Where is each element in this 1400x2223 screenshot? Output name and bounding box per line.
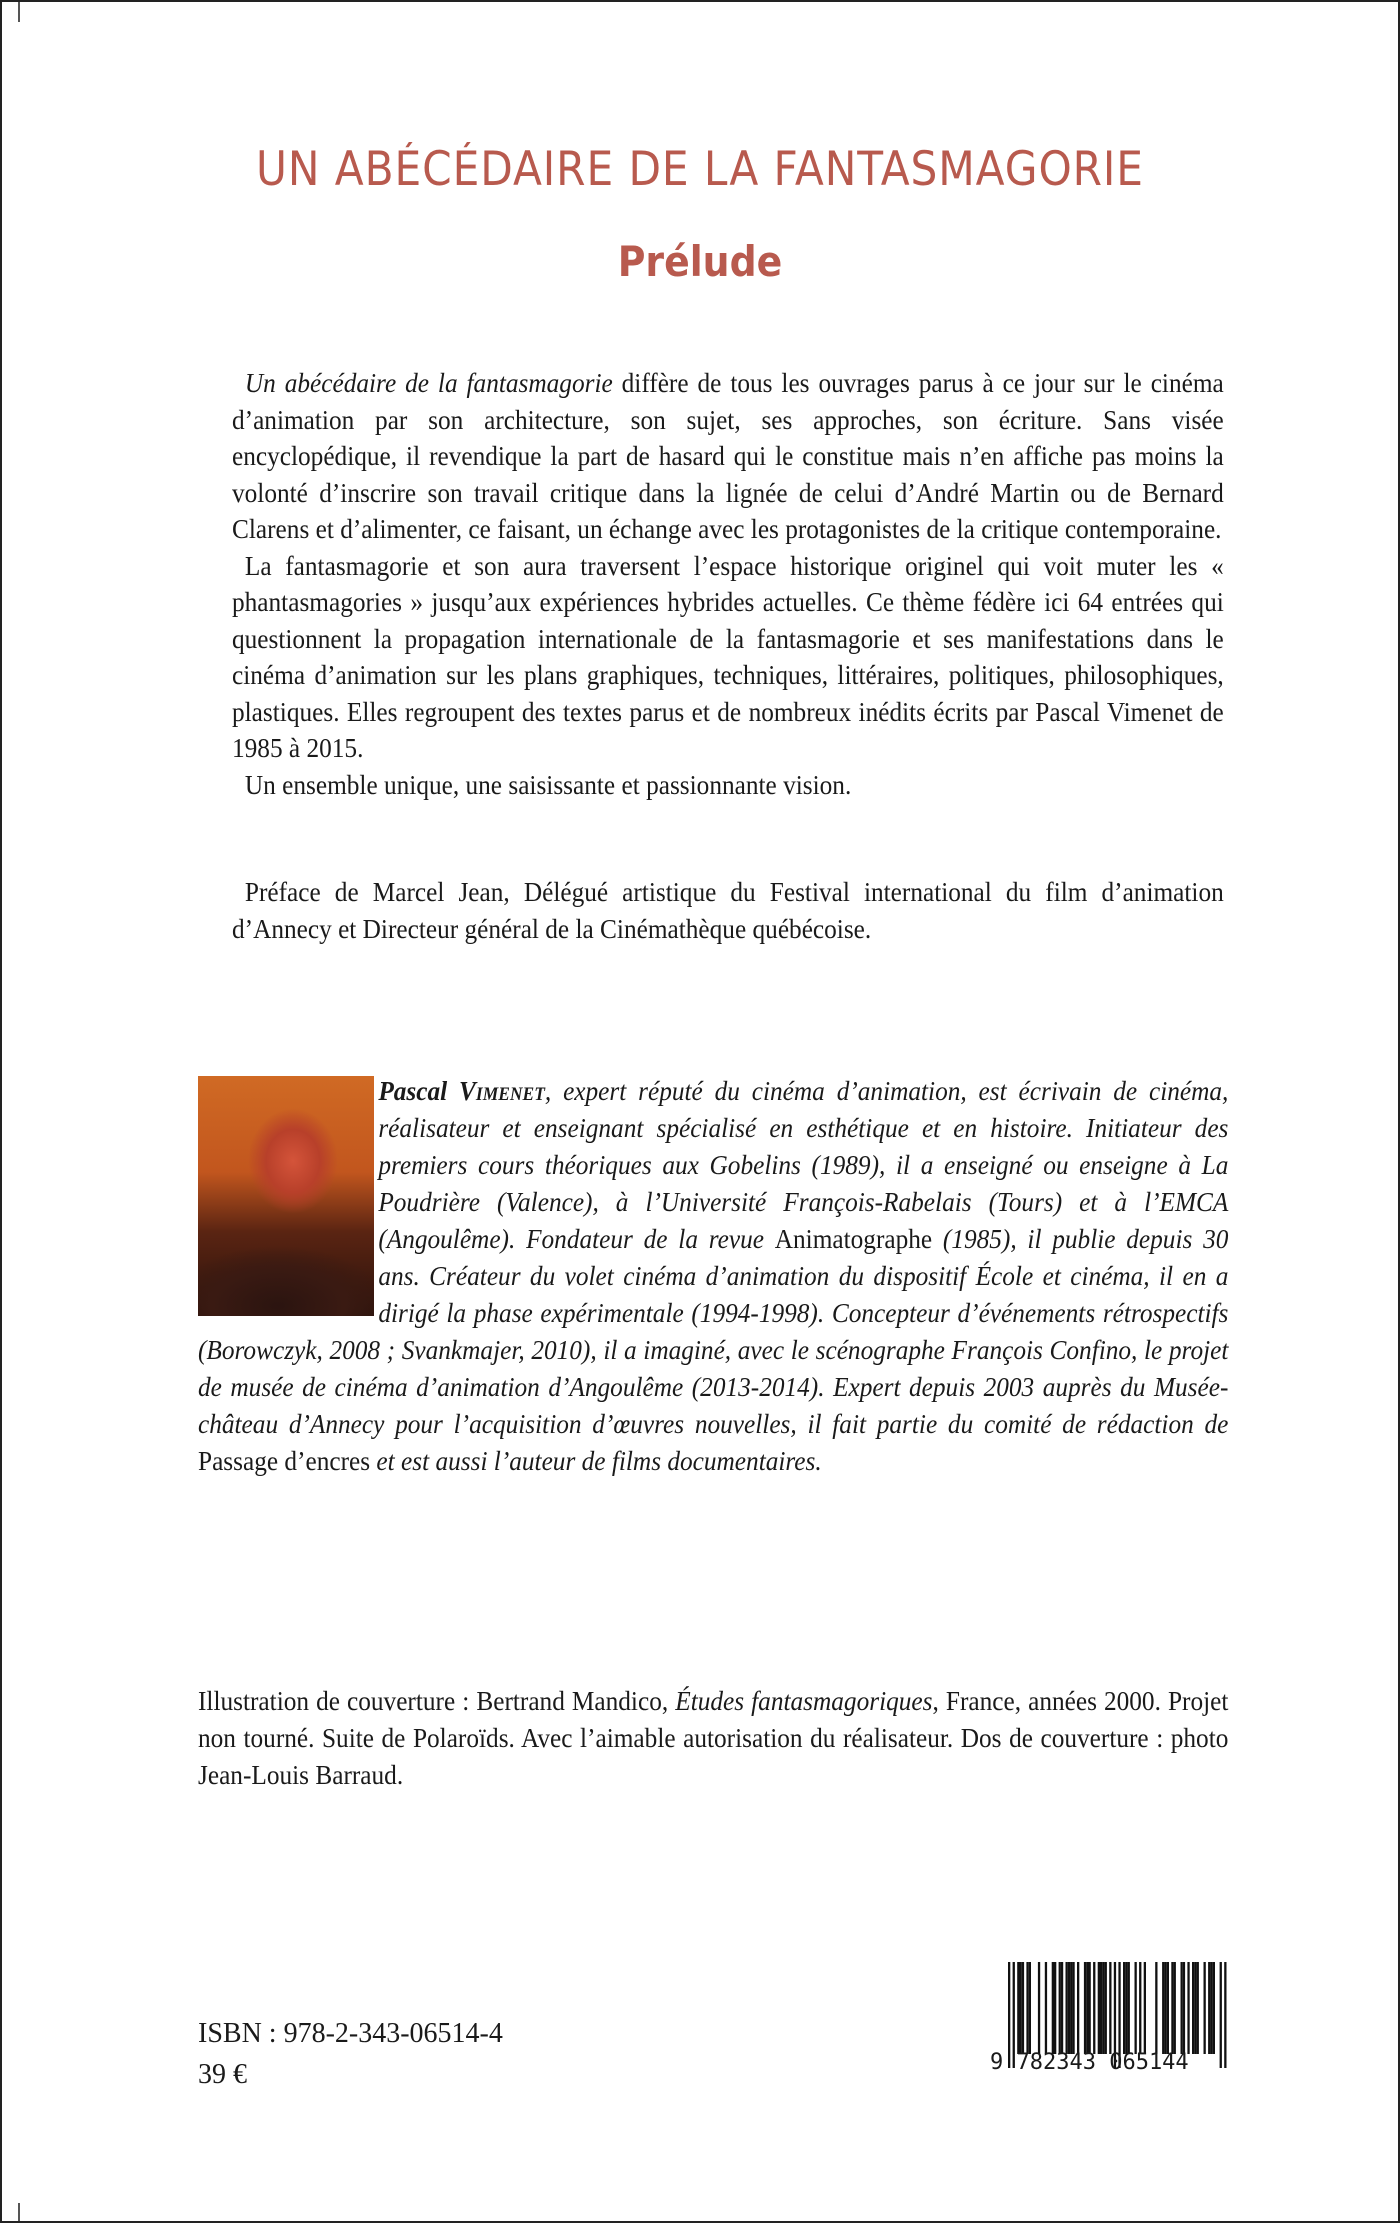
barcode-bar <box>1210 1962 1212 2054</box>
blurb-paragraph-3: Un ensemble unique, une saisissante et passionnante vision. <box>244 768 852 800</box>
barcode-bar <box>1109 1962 1111 2054</box>
barcode-bar <box>1102 1962 1104 2054</box>
barcode-bar <box>1204 1962 1206 2054</box>
barcode-bar <box>1139 1962 1141 2054</box>
barcode-bar <box>1213 1962 1215 2054</box>
barcode-bar <box>1100 1962 1102 2054</box>
barcode <box>990 1962 1230 2074</box>
journal-name: Animatographe <box>774 1223 933 1254</box>
barcode-bar <box>1187 1962 1189 2054</box>
barcode-bar <box>1174 1962 1176 2054</box>
bio-text-2: (1985), il publie depuis 30 ans. Créateur du volet cinéma d’animation du dispositif École et cinéma, il en a dirigé la phase expérimentale (1994-1998). Concepteur d’événements rétrospectifs (Borowczyk, 2008 ; Svankmajer, 2010), il a imaginé, avec le scénographe François Confino, le projet de musée de cinéma d’animation d’Angoulême (2013-2014). Expert depuis 2003 auprès du Musée-château d’Annecy pour l’acquisition d’œuvres nouvelles, il fait partie du comité de rédaction de <box>198 1223 1229 1439</box>
blurb-section <box>232 365 1224 803</box>
barcode-bar <box>1068 1962 1070 2054</box>
review-name: Passage d’encres <box>198 1445 371 1476</box>
barcode-bar <box>1144 1962 1146 2054</box>
cover-credits <box>198 1682 1228 1793</box>
author-first-name: Pascal <box>378 1075 460 1106</box>
preface-section <box>232 874 1224 947</box>
barcode-bar <box>1066 1962 1068 2054</box>
barcode-bar <box>1181 1962 1183 2054</box>
blurb-paragraph-1 <box>232 365 1224 548</box>
barcode-bar <box>1098 1962 1100 2054</box>
preface-text: Préface de Marcel Jean, Délégué artistique du Festival international du film d’animation d’Annecy et Directeur général de la Cinémathèque québécoise. <box>232 876 1224 944</box>
barcode-bar <box>1197 1962 1199 2054</box>
barcode-bar <box>1017 1962 1019 2054</box>
barcode-bar <box>1054 1962 1056 2054</box>
barcode-bar <box>1162 1962 1164 2054</box>
barcode-bar <box>1045 1962 1047 2054</box>
barcode-bar <box>1052 1962 1054 2054</box>
price: 39 € <box>198 2059 247 2090</box>
barcode-bar <box>1084 1962 1086 2054</box>
barcode-bar <box>1038 1962 1040 2054</box>
barcode-bar <box>1022 1962 1024 2054</box>
barcode-bar <box>1192 1962 1194 2054</box>
barcode-bar <box>1105 1962 1107 2054</box>
barcode-bar <box>1026 1962 1028 2054</box>
author-bio-text <box>198 1072 1228 1479</box>
author-last-name: Vimenet <box>459 1075 545 1106</box>
barcode-bar <box>1020 1962 1022 2054</box>
credits-part-2: , France, années 2000. Projet non tourné. Suite de Polaroïds. Avec l’aimable autorisation du réalisateur. Dos de couverture : photo Jean-Louis Barraud. <box>198 1685 1229 1790</box>
barcode-bar <box>1089 1962 1091 2054</box>
book-title-italic: Un abécédaire de la fantasmagorie <box>244 367 613 398</box>
author-bio <box>198 1072 1228 1479</box>
barcode-bar <box>1164 1962 1166 2054</box>
barcode-bar <box>1167 1962 1169 2054</box>
credits-work-title: Études fantasmagoriques <box>675 1685 933 1716</box>
isbn: ISBN : 978-2-343-06514-4 <box>198 2018 503 2049</box>
barcode-bar <box>1061 1962 1063 2054</box>
barcode-bar <box>1183 1962 1185 2054</box>
barcode-bar <box>1093 1962 1095 2054</box>
blurb-paragraph-2: La fantasmagorie et son aura traversent l’espace historique originel qui voit muter les « phantasmagories » jusqu’aux expériences hybrides actuelles. Ce thème fédère ici 64 entrées qui questionnent la propagation internationale de la fantasmagorie et ses manifestations dans le cinéma d’animation sur les plans graphiques, techniques, littéraires, politiques, philosophiques, plastiques. Elles regroupent des textes parus et de nombreux inédits écrits par Pascal Vimenet de 1985 à 2015. <box>232 549 1224 763</box>
crop-mark-top-left <box>18 2 20 22</box>
barcode-bar <box>1029 1962 1031 2054</box>
barcode-bar <box>1128 1962 1130 2054</box>
barcode-bar <box>1070 1962 1072 2054</box>
barcode-digits: 9 782343 065144 <box>990 2050 1189 2075</box>
barcode-bar <box>1125 1962 1127 2054</box>
barcode-bar <box>1072 1962 1074 2054</box>
barcode-bar <box>1059 1962 1061 2054</box>
bio-text-3: et est aussi l’auteur de films documentaires. <box>370 1445 822 1476</box>
blurb-paragraph-1-text: diffère de tous les ouvrages parus à ce jour sur le cinéma d’animation par son architecture, son sujet, ses approches, son écriture. Sans visée encyclopédique, il revendique la part de hasard qui le constitue mais n’en affiche pas moins la volonté d’inscrire son travail critique dans la lignée de celui d’André Martin ou de Bernard Clarens et d’alimenter, ce faisant, un échange avec les protagonistes de la critique contemporaine. <box>232 367 1224 544</box>
barcode-bar <box>1194 1962 1196 2054</box>
bio-text-1: , expert réputé du cinéma d’animation, est écrivain de cinéma, réalisateur et enseignant spécialisé en esthétique et en histoire. Initiateur des premiers cours théoriques aux Gobelins (1989), il a enseigné ou enseigne à La Poudrière (Valence), à l’Université François-Rabelais (Tours) et à l’EMCA (Angoulême). Fondateur de la revue <box>378 1075 1229 1254</box>
barcode-bar <box>1135 1962 1137 2054</box>
book-title: UN ABÉCÉDAIRE DE LA FANTASMAGORIE <box>256 142 1144 197</box>
barcode-bar <box>1123 1962 1125 2054</box>
crop-mark-bottom-left <box>18 2203 20 2221</box>
credits-part-1: Illustration de couverture : Bertrand Mandico, <box>198 1685 676 1716</box>
barcode-bar <box>1077 1962 1079 2054</box>
barcode-bar <box>1208 1962 1210 2054</box>
book-subtitle: Prélude <box>617 237 783 286</box>
barcode-bar <box>1171 1962 1173 2054</box>
barcode-bar <box>1086 1962 1088 2054</box>
barcode-bar <box>1155 1962 1157 2054</box>
